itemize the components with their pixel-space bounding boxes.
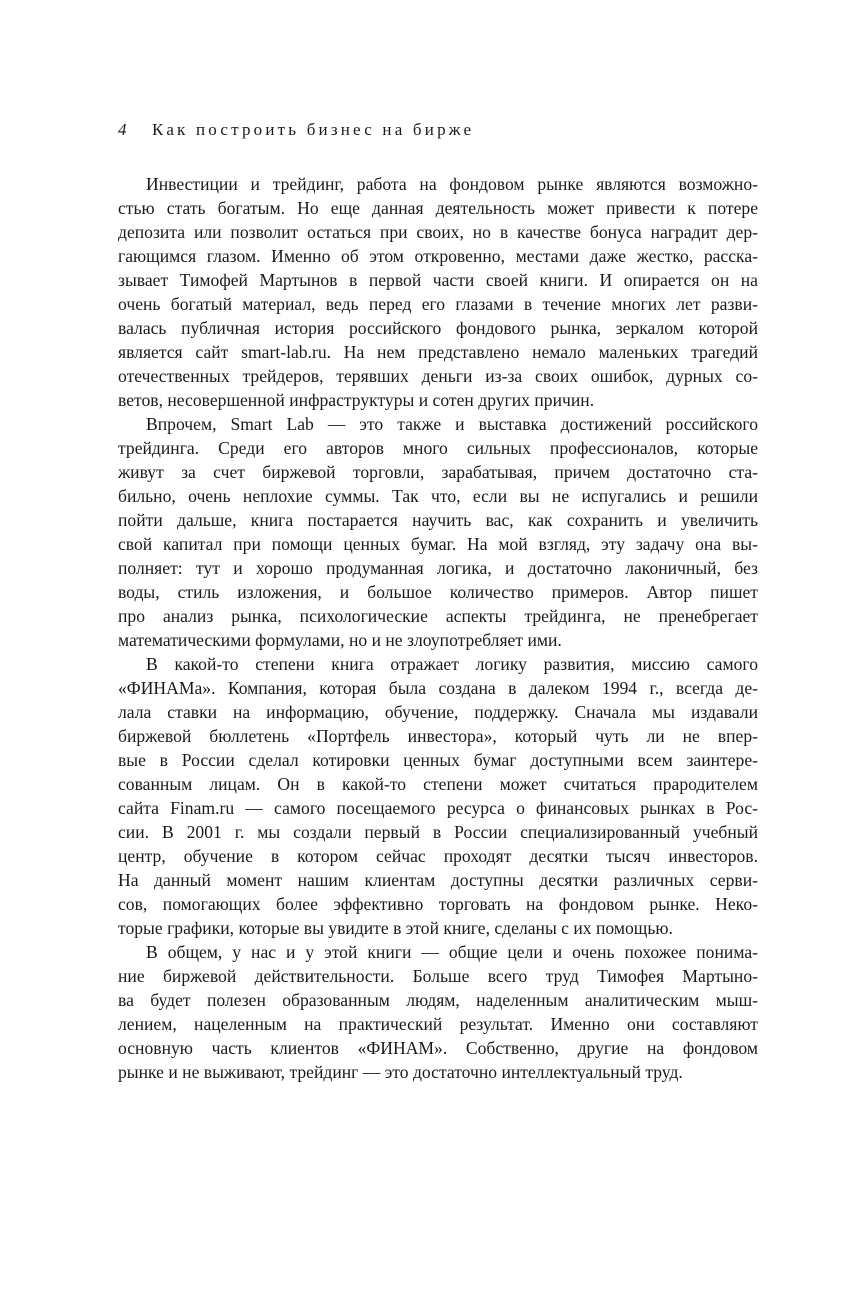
text-line: Инвестиции и трейдинг, работа на фондовом рынке являются возможно-: [146, 174, 758, 194]
text-line: рынке и не выживают, трейдинг — это достаточно интеллектуальный труд.: [118, 1062, 683, 1082]
text-line: биржевой бюллетень «Портфель инвестора», который чуть ли не впер-: [118, 726, 758, 746]
text-line: сайта Finam.ru — самого посещаемого ресурса о финансовых рынках в Рос-: [118, 798, 758, 818]
paragraph-1: [118, 172, 758, 412]
text-line: В какой-то степени книга отражает логику развития, миссию самого: [146, 654, 758, 674]
text-line: является сайт smart-lab.ru. На нем представлено немало маленьких трагедий: [118, 342, 758, 362]
text-line: очень богатый материал, ведь перед его глазами в течение многих лет разви-: [118, 294, 758, 314]
text-line: отечественных трейдеров, терявших деньги из-за своих ошибок, дурных со-: [118, 366, 758, 386]
text-line: сов, помогающих более эффективно торговать на фондовом рынке. Неко-: [118, 894, 758, 914]
text-line: воды, стиль изложения, и большое количество примеров. Автор пишет: [118, 582, 758, 602]
book-page: [118, 120, 758, 1084]
text-line: лением, нацеленным на практический результат. Именно они составляют: [118, 1014, 758, 1034]
paragraph-4: [118, 940, 758, 1084]
text-line: бильно, очень неплохие суммы. Так что, если вы не испугались и решили: [118, 486, 758, 506]
text-line: «ФИНАМа». Компания, которая была создана в далеком 1994 г., всегда де-: [118, 678, 758, 698]
text-line: живут за счет биржевой торговли, зарабатывая, причем достаточно ста-: [118, 462, 758, 482]
book-title: Как построить бизнес на бирже: [152, 120, 475, 139]
text-line: лала ставки на информацию, обучение, поддержку. Сначала мы издавали: [118, 702, 758, 722]
text-line: валась публичная история российского фондового рынка, зеркалом которой: [118, 318, 758, 338]
text-line: торые графики, которые вы увидите в этой книге, сделаны с их помощью.: [118, 918, 673, 938]
page-number: 4: [118, 120, 127, 139]
paragraph-3: [118, 652, 758, 940]
text-line: В общем, у нас и у этой книги — общие цели и очень похожее понима-: [146, 942, 758, 962]
text-line: основную часть клиентов «ФИНАМ». Собственно, другие на фондовом: [118, 1038, 758, 1058]
text-line: стью стать богатым. Но еще данная деятельность может привести к потере: [118, 198, 758, 218]
body-text: [118, 172, 758, 1084]
text-line: сии. В 2001 г. мы создали первый в России специализированный учебный: [118, 822, 758, 842]
paragraph-2: [118, 412, 758, 652]
text-line: трейдинга. Среди его авторов много сильных профессионалов, которые: [118, 438, 758, 458]
text-line: депозита или позволит остаться при своих, но в качестве бонуса наградит дер-: [118, 222, 758, 242]
text-line: ветов, несовершенной инфраструктуры и сотен других причин.: [118, 390, 595, 410]
text-line: вые в России сделал котировки ценных бумаг доступными всем заинтере-: [118, 750, 758, 770]
text-line: ние биржевой действительности. Больше всего труд Тимофея Мартыно-: [118, 966, 758, 986]
text-line: полняет: тут и хорошо продуманная логика, и достаточно лаконичный, без: [118, 558, 758, 578]
running-head: [118, 120, 758, 142]
text-line: На данный момент нашим клиентам доступны десятки различных серви-: [118, 870, 758, 890]
text-line: сованным лицам. Он в какой-то степени может считаться прародителем: [118, 774, 758, 794]
text-line: про анализ рынка, психологические аспекты трейдинга, не пренебрегает: [118, 606, 758, 626]
text-line: свой капитал при помощи ценных бумаг. На мой взгляд, эту задачу она вы-: [118, 534, 758, 554]
text-line: зывает Тимофей Мартынов в первой части своей книги. И опирается он на: [118, 270, 758, 290]
text-line: математическими формулами, но и не злоупотребляет ими.: [118, 630, 562, 650]
text-line: центр, обучение в котором сейчас проходят десятки тысяч инвесторов.: [118, 846, 758, 866]
text-line: гающимся глазом. Именно об этом откровенно, местами даже жестко, расска-: [118, 246, 758, 266]
text-line: пойти дальше, книга постарается научить вас, как сохранить и увеличить: [118, 510, 758, 530]
text-line: Впрочем, Smart Lab — это также и выставка достижений российского: [146, 414, 758, 434]
text-line: ва будет полезен образованным людям, наделенным аналитическим мыш-: [118, 990, 758, 1010]
